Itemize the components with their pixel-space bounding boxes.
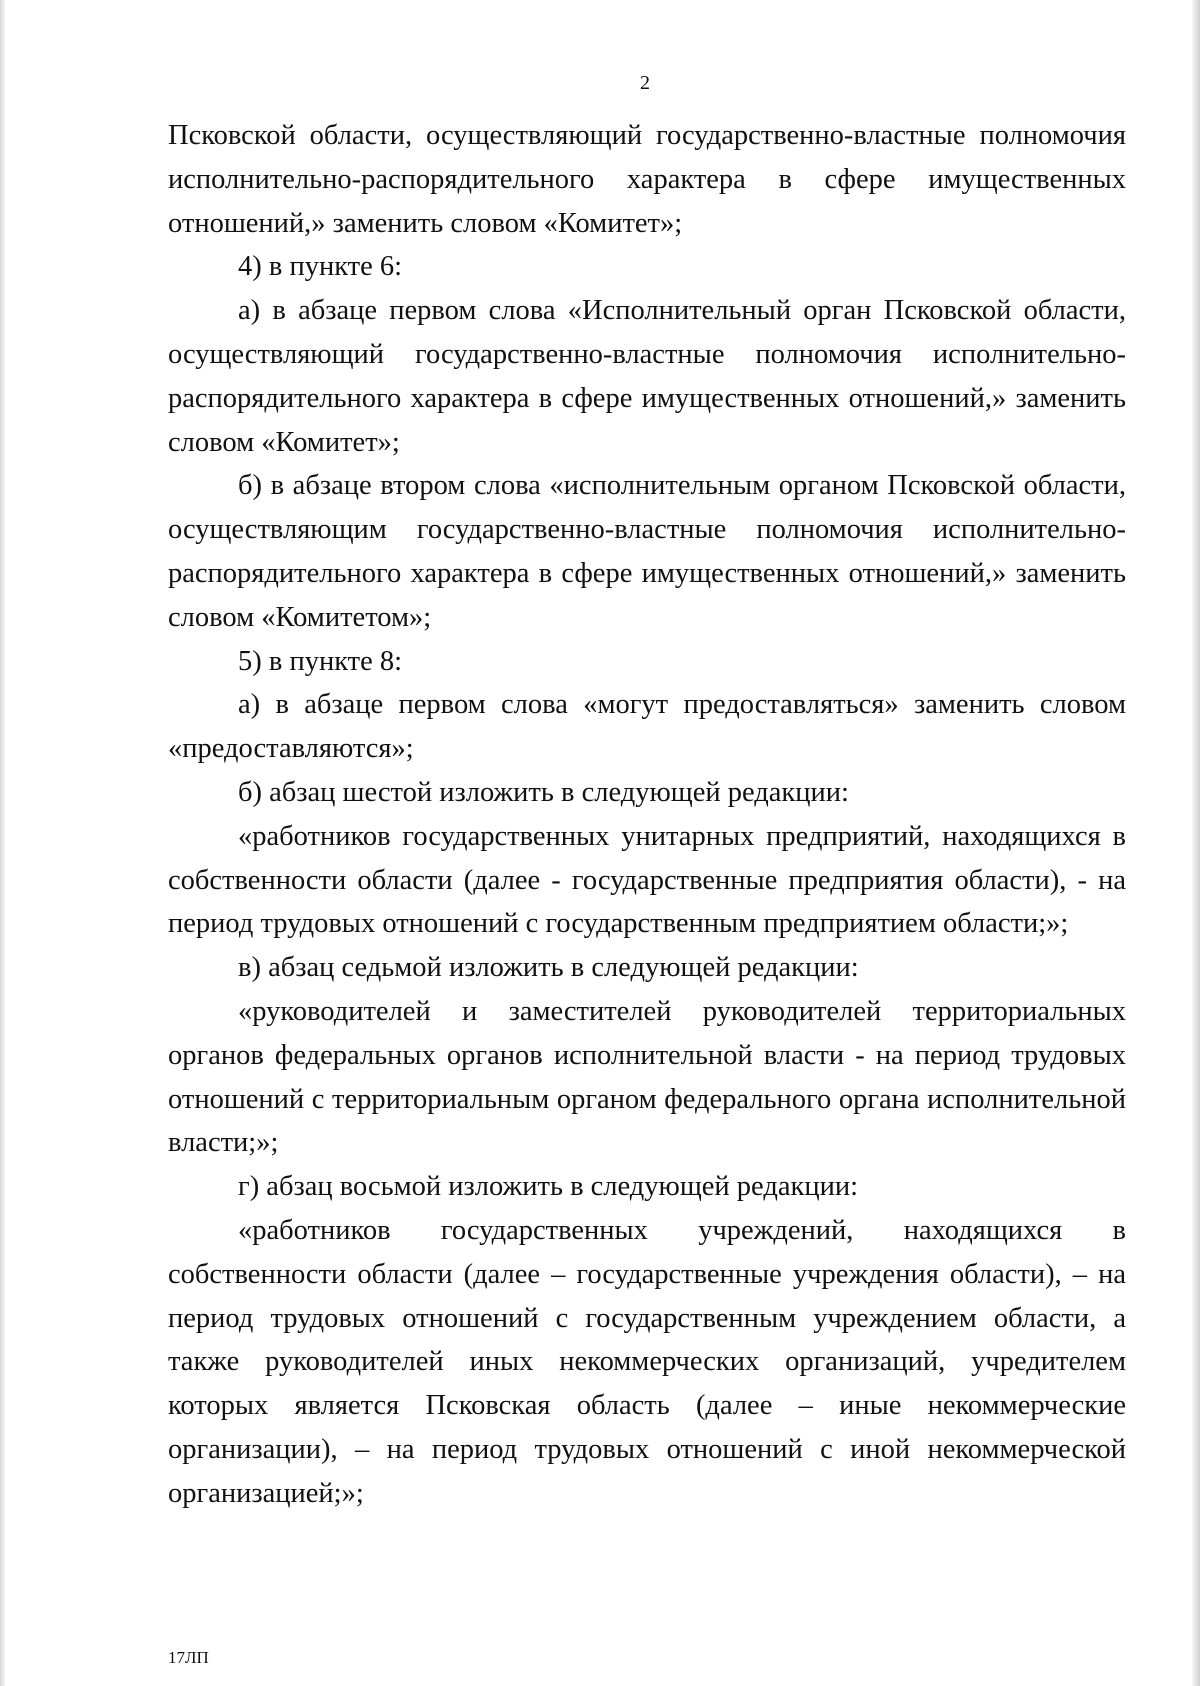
page-number: 2 (640, 72, 650, 94)
footer-code: 17ЛП (168, 1648, 209, 1667)
paragraph-item-5a: а) в абзаце первом слова «могут предоставляться» заменить словом «предоставляются»; (168, 689, 1126, 765)
paragraph-quote-5v: «руководителей и заместителей руководителей территориальных органов федеральных органов исполнительной власти - на период трудовых отношений с территориальным органом федерального органа исполнительной власти;»; (168, 995, 1126, 1159)
paragraph-item-5g: г) абзац восьмой изложить в следующей редакции: (238, 1171, 859, 1203)
paragraph-item-4: 4) в пункте 6: (238, 251, 403, 283)
scan-edge-left (0, 0, 5, 1686)
scan-edge-right (1192, 0, 1200, 1686)
document-body (168, 114, 1126, 1516)
paragraph-item-5b: б) абзац шестой изложить в следующей редакции: (238, 776, 849, 808)
paragraph-item-4a: а) в абзаце первом слова «Исполнительный орган Псковской области, осуществляющий государственно-властные полномочия исполнительно-распорядительного характера в сфере имущественных отношений,» заменить словом «Комитет»; (168, 295, 1126, 458)
paragraph-quote-5g: «работников государственных учреждений, находящихся в собственности области (далее – государственные учреждения области), – на период трудовых отношений с государственным учреждением области, а также руководителей иных некоммерческих организаций, учредителем которых является Псковская область (далее – иные некоммерческие организации), – на период трудовых отношений с иной некоммерческой организацией;»; (168, 1214, 1126, 1509)
paragraph-item-4b: б) в абзаце втором слова «исполнительным органом Псковской области, осуществляющим государственно-властные полномочия исполнительно-распорядительного характера в сфере имущественных отношений,» заменить словом «Комитетом»; (168, 470, 1126, 633)
paragraph-item-5: 5) в пункте 8: (238, 645, 403, 677)
paragraph-continuation: Псковской области, осуществляющий государственно-властные полномочия исполнительно-распорядительного характера в сфере имущественных отношений,» заменить словом «Комитет»; (168, 120, 1126, 239)
paragraph-item-5v: в) абзац седьмой изложить в следующей редакции: (238, 952, 859, 984)
paragraph-quote-5b: «работников государственных унитарных предприятий, находящихся в собственности области (далее - государственные предприятия области), - на период трудовых отношений с государственным предприятием области;»; (168, 820, 1126, 940)
